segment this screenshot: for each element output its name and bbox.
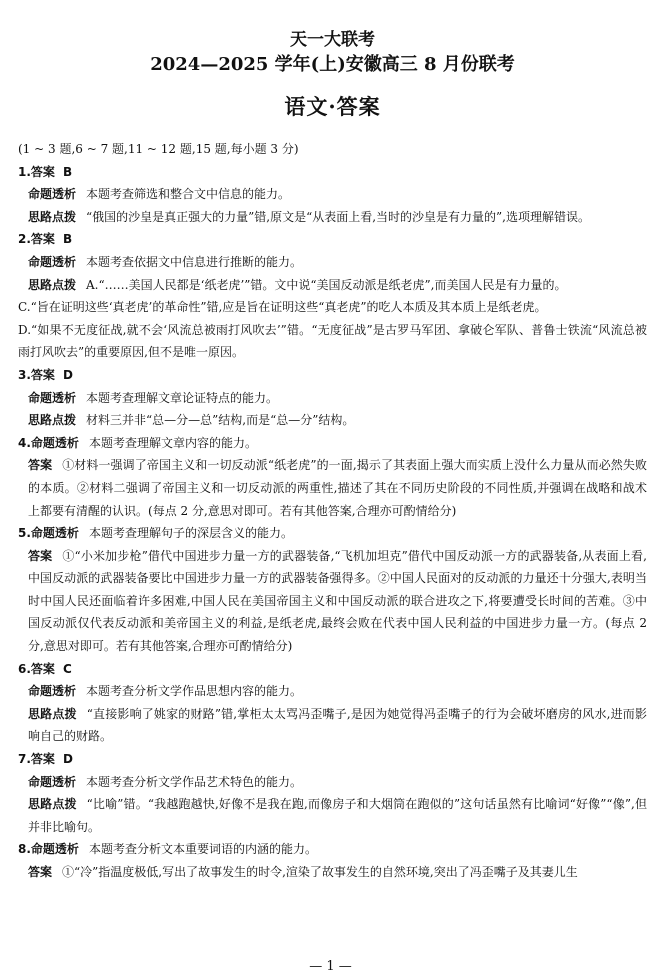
answer-label: 答案 [30,752,55,767]
answer-label: 答案 [30,164,55,179]
question-number: 1. [18,164,31,179]
proposition-text: 本题考查分析文学作品艺术特色的能力。 [86,774,303,789]
question-1-answer [18,161,647,184]
hint-text: “俄国的沙皇是真正强大的力量”错,原文是“从表面上看,当时的沙皇是有力量的”,选项理解错误。 [86,209,591,224]
proposition-label: 命题透析 [30,435,79,450]
question-7-answer [18,748,647,771]
page-number: — 1 — [309,959,352,974]
question-6-answer [18,658,647,681]
question-6-proposition [18,680,647,703]
answer-option: D [62,367,73,382]
answer-option: B [62,164,73,179]
question-number: 8. [18,842,31,857]
question-4-proposition [18,432,647,455]
scoring-remark: (每点 2 分,意思对即可。若有其他答案,合理亦可酌情给分) [148,503,457,518]
proposition-text: 本题考查依据文中信息进行推断的能力。 [86,254,303,269]
question-4-answer [18,454,647,522]
question-2-hint-a [18,274,647,297]
answer-option: B [62,232,73,247]
proposition-label: 命题透析 [28,390,77,405]
hint-label: 思路点拨 [28,209,77,224]
page-header [18,28,647,122]
question-3-proposition [18,387,647,410]
question-8-proposition [18,838,647,861]
question-5-proposition [18,522,647,545]
subject-title: 语文·答案 [284,94,381,119]
proposition-label: 命题透析 [28,684,77,699]
question-number: 7. [18,752,31,767]
scoring-remark: (每点 2 分,意思对即可。若有其他答案,合理亦可酌情给分) [28,616,647,654]
answer-label: 答案 [28,548,53,563]
question-number: 2. [18,232,31,247]
answer-text: ①“小米加步枪”借代中国进步力量一方的武器装备,“飞机加坦克”借代中国反动派一方的武器装备,从表面上看,中国反动派的武器装备要比中国进步力量一方的武器装备强得多。②中国人民面对的反动派的力量还十分强大,表明当时中国人民还面临着许多困难,中国人民在美国帝国主义和中国反动派的联合进攻之下,将要遭受长时间的苦难。③中国反动派仅代表反动派和美帝国主义的利益,是纸老虎,最终会败在代表中国人民利益的中国进步力量一方。 [28,548,647,631]
question-2-hint-d: D.“如果不无度征战,就不会‘风流总被雨打风吹去’”错。“无度征战”是古罗马军团、拿破仑军队、普鲁士铁流“风流总被雨打风吹去”的重要原因,但不是唯一原因。 [18,322,647,360]
proposition-text: 本题考查筛选和整合文中信息的能力。 [86,187,291,202]
answer-text: ①材料一强调了帝国主义和一切反动派“纸老虎”的一面,揭示了其表面上强大而实质上没什么力量从而必然失败的本质。②材料二强调了帝国主义和一切反动派的两重性,描述了其在不同历史阶段的不同性质,并强调在战略和战术上都要有清醒的认识。 [28,458,647,518]
hint-label: 思路点拨 [28,277,77,292]
proposition-label: 命题透析 [30,842,79,857]
proposition-text: 本题考查分析文学作品思想内容的能力。 [86,684,303,699]
answer-label: 答案 [30,661,55,676]
answer-text: ①“冷”指温度极低,写出了故事发生的时令,渲染了故事发生的自然环境,突出了冯歪嘴子及其妻儿生 [62,865,578,879]
hint-text: A.“……美国人民都是‘纸老虎’”错。文中说“美国反动派是纸老虎”,而美国人民是有力量的。 [86,277,567,292]
question-1-hint [18,206,647,229]
question-8-answer [18,861,647,884]
question-7-proposition [18,771,647,794]
question-2-proposition [18,251,647,274]
answer-label: 答案 [30,232,55,247]
proposition-label: 命题透析 [28,774,77,789]
hint-text: “直接影响了姚家的财路”错,掌柜太太骂冯歪嘴子,是因为她觉得冯歪嘴子的行为会破坏磨房的风水,进而影响自己的财路。 [28,706,647,744]
question-3-hint [18,409,647,432]
scoring-note: (1 ~ 3 题,6 ~ 7 题,11 ~ 12 题,15 题,每小题 3 分) [18,142,299,156]
question-1-proposition [18,183,647,206]
question-7-hint [18,793,647,838]
answer-label: 答案 [28,865,53,879]
answer-content [18,138,647,884]
proposition-text: 本题考查理解句子的深层含义的能力。 [88,526,293,541]
question-number: 4. [18,435,31,450]
exam-org-title: 天一大联考 [290,30,375,50]
proposition-label: 命题透析 [30,526,79,541]
proposition-label: 命题透析 [28,187,77,202]
hint-text: 材料三并非“总—分—总”结构,而是“总—分”结构。 [86,413,355,428]
question-3-answer [18,364,647,387]
question-6-hint [18,703,647,748]
answer-option: D [62,752,73,767]
question-2-answer [18,228,647,251]
proposition-text: 本题考查理解文章论证特点的能力。 [86,390,279,405]
answer-option: C [62,661,72,676]
hint-label: 思路点拨 [28,413,77,428]
proposition-text: 本题考查理解文章内容的能力。 [88,435,257,450]
hint-label: 思路点拨 [28,797,77,812]
proposition-text: 本题考查分析文本重要词语的内涵的能力。 [88,842,317,857]
hint-label: 思路点拨 [28,706,77,721]
exam-name-title: 2024—2025 学年(上)安徽高三 8 月份联考 [150,54,515,75]
proposition-label: 命题透析 [28,254,77,269]
question-number: 3. [18,367,31,382]
question-5-answer [18,545,647,658]
question-number: 6. [18,661,31,676]
answer-label: 答案 [30,367,55,382]
question-number: 5. [18,526,31,541]
answer-label: 答案 [28,458,53,473]
question-2-hint-c: C.“旨在证明这些‘真老虎’的革命性”错,应是旨在证明这些“真老虎”的吃人本质及其本质上是纸老虎。 [18,300,547,315]
hint-text: “比喻”错。“我越跑越快,好像不是我在跑,而像房子和大烟筒在跑似的”这句话虽然有比喻词“好像”“像”,但并非比喻句。 [28,797,647,834]
